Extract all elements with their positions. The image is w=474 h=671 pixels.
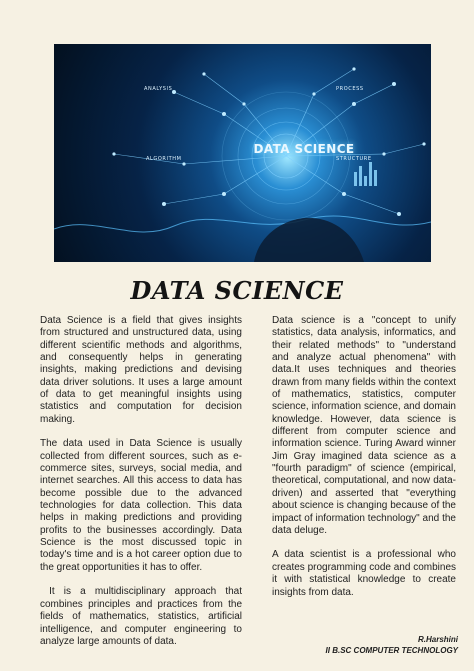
author-name: R.Harshini bbox=[417, 635, 458, 644]
left-column bbox=[40, 315, 245, 660]
hero-label-process: PROCESS bbox=[336, 86, 364, 92]
hero-label-analysis: ANALYSIS bbox=[144, 86, 173, 92]
author-course: II B.SC COMPUTER TECHNOLOGY bbox=[325, 646, 458, 655]
hero-image bbox=[54, 44, 431, 262]
hero-label-structure: STRUCTURE bbox=[336, 156, 372, 162]
network-graphic bbox=[54, 44, 431, 262]
hero-label-algorithm: ALGORITHM bbox=[146, 156, 182, 162]
signature bbox=[326, 634, 458, 656]
right-column bbox=[272, 315, 459, 611]
hero-center-text: DATA SCIENCE bbox=[253, 142, 355, 156]
paragraph: Data science is a "concept to unify statistics, data analysis, informatics, and their related methods" to "understand and analyze actual phenomena" with data.It uses techniques and theories drawn from many fields within the context of mathematics, statistics, computer science, information science, and domain knowledge. However, data science is different from computer science and information science. Turing Award winner Jim Gray imagined data science as a "fourth paradigm" of science (empirical, theoretical, computational, and now data-driven) and asserted that "everything about science is changing because of the impact of information technology" and the data deluge. bbox=[272, 315, 459, 536]
paragraph: It is a multidisciplinary approach that combines principles and practices from the fields of mathematics, statistics, artificial intelligence, and computer engineering to analyze large amounts of data. bbox=[40, 586, 245, 647]
paragraph: The data used in Data Science is usually collected from different sources, such as e-commerce sites, surveys, social media, and internet searches. All this access to data has become possible due to the advanced technologies for data collection. This data helps in making predictions and providing profits to the businesses accordingly. Data Science is the most discussed topic in today's time and is a hot career option due to the great opportunities it has to offer. bbox=[40, 438, 245, 573]
paragraph: Data Science is a field that gives insights from structured and unstructured data, using different scientific methods and algorithms, and consequently helps in generating insights, making predictions and devising data driver solutions. It uses a large amount of data to get meaningful insights using statistics and computation for decision making. bbox=[40, 315, 245, 425]
page-title: DATA SCIENCE bbox=[130, 276, 344, 305]
paragraph: A data scientist is a professional who creates programming code and combines it with statistical knowledge to create insights from data. bbox=[272, 549, 459, 598]
